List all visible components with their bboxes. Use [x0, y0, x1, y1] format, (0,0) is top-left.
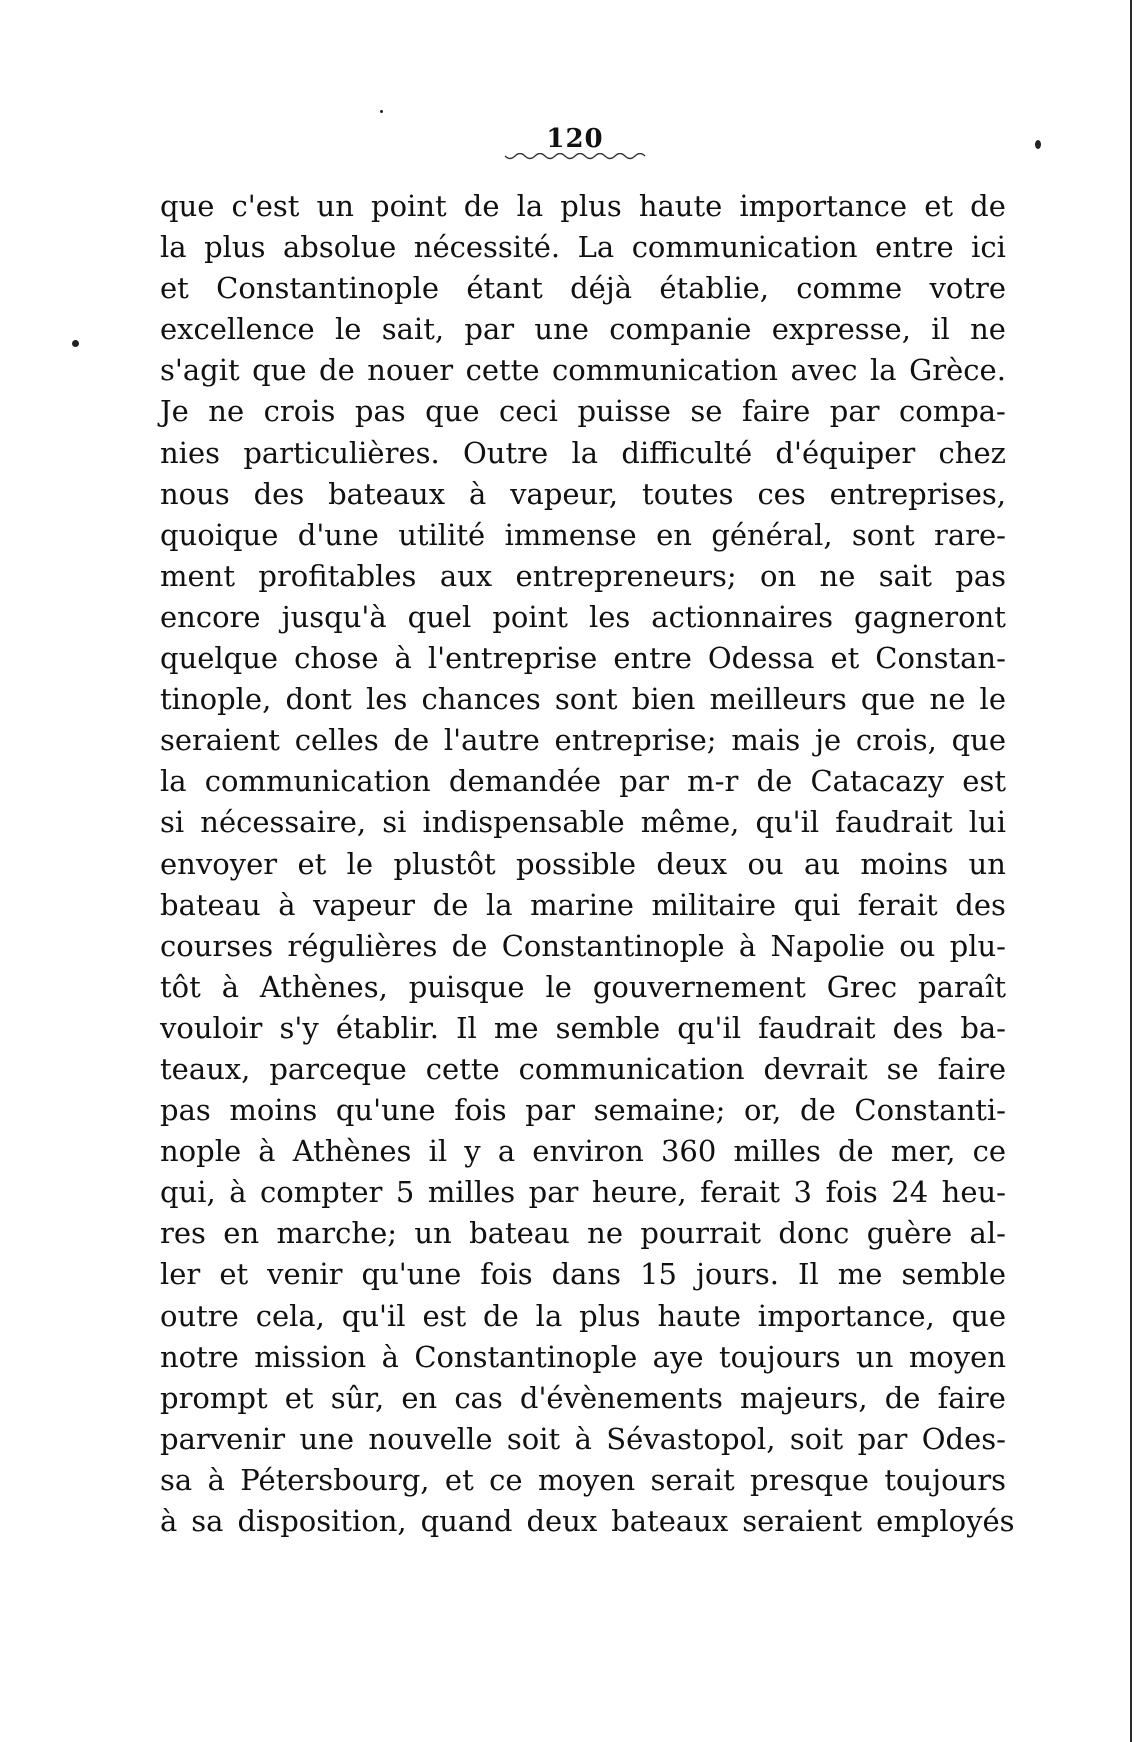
body-text — [160, 186, 1015, 1542]
text-line: excellence le sait, par une companie expresse, il ne — [160, 312, 1006, 347]
text-line: qui, à compter 5 milles par heure, ferait 3 fois 24 heu- — [160, 1175, 1006, 1210]
ink-speck-icon — [380, 110, 383, 113]
text-line: tôt à Athènes, puisque le gouvernement Grec paraît — [160, 969, 1006, 1004]
text-line: res en marche; un bateau ne pourrait donc guère al- — [160, 1216, 1006, 1251]
text-line: encore jusqu'à quel point les actionnaires gagneront — [160, 599, 1006, 634]
text-line: que c'est un point de la plus haute importance et de — [160, 189, 1006, 223]
text-line: vouloir s'y établir. Il me semble qu'il faudrait des ba- — [160, 1010, 1006, 1045]
page-header — [500, 125, 650, 163]
wavy-ornament-icon — [500, 153, 650, 163]
text-line: envoyer et le plustôt possible deux ou au moins un — [160, 846, 1006, 881]
text-line: quelque chose à l'entreprise entre Odessa et Constan- — [160, 641, 1006, 676]
text-line: et Constantinople étant déjà établie, comme votre — [160, 271, 1006, 306]
text-line: ler et venir qu'une fois dans 15 jours. Il me semble — [160, 1257, 1006, 1292]
page-number: 120 — [546, 124, 604, 154]
text-line: à sa disposition, quand deux bateaux seraient employés — [160, 1504, 1015, 1538]
ink-speck-icon — [1035, 140, 1041, 149]
text-line: teaux, parceque cette communication devrait se faire — [160, 1051, 1006, 1086]
text-line: nies particulières. Outre la difficulté d'équiper chez — [160, 435, 1006, 470]
text-line: pas moins qu'une fois par semaine; or, de Constanti- — [160, 1093, 1006, 1128]
text-line: seraient celles de l'autre entreprise; mais je crois, que — [160, 723, 1006, 758]
text-line: la plus absolue nécessité. La communication entre ici — [160, 230, 1006, 265]
text-line: quoique d'une utilité immense en général, sont rare- — [160, 517, 1006, 552]
text-line: notre mission à Constantinople aye toujours un moyen — [160, 1339, 1006, 1374]
ink-speck-icon — [72, 340, 79, 347]
text-line: si nécessaire, si indispensable même, qu'il faudrait lui — [160, 805, 1006, 840]
text-line: sa à Pétersbourg, et ce moyen serait presque toujours — [160, 1462, 1006, 1497]
text-line: parvenir une nouvelle soit à Sévastopol, soit par Odes- — [160, 1421, 1006, 1456]
text-line: ment profitables aux entrepreneurs; on ne sait pas — [160, 558, 1006, 593]
text-line: nople à Athènes il y a environ 360 milles de mer, ce — [160, 1134, 1006, 1169]
text-line: outre cela, qu'il est de la plus haute importance, que — [160, 1298, 1006, 1333]
text-line: bateau à vapeur de la marine militaire qui ferait des — [160, 887, 1006, 922]
text-line: Je ne crois pas que ceci puisse se faire par compa- — [160, 394, 1006, 429]
page-edge-line — [1130, 0, 1132, 1742]
text-line: courses régulières de Constantinople à Napolie ou plu- — [160, 928, 1006, 963]
text-line: prompt et sûr, en cas d'évènements majeurs, de faire — [160, 1380, 1006, 1415]
text-line: la communication demandée par m-r de Catacazy est — [160, 764, 1006, 799]
text-line: s'agit que de nouer cette communication avec la Grèce. — [160, 353, 1006, 388]
text-line: tinople, dont les chances sont bien meilleurs que ne le — [160, 682, 1006, 717]
text-line: nous des bateaux à vapeur, toutes ces entreprises, — [160, 476, 1006, 511]
